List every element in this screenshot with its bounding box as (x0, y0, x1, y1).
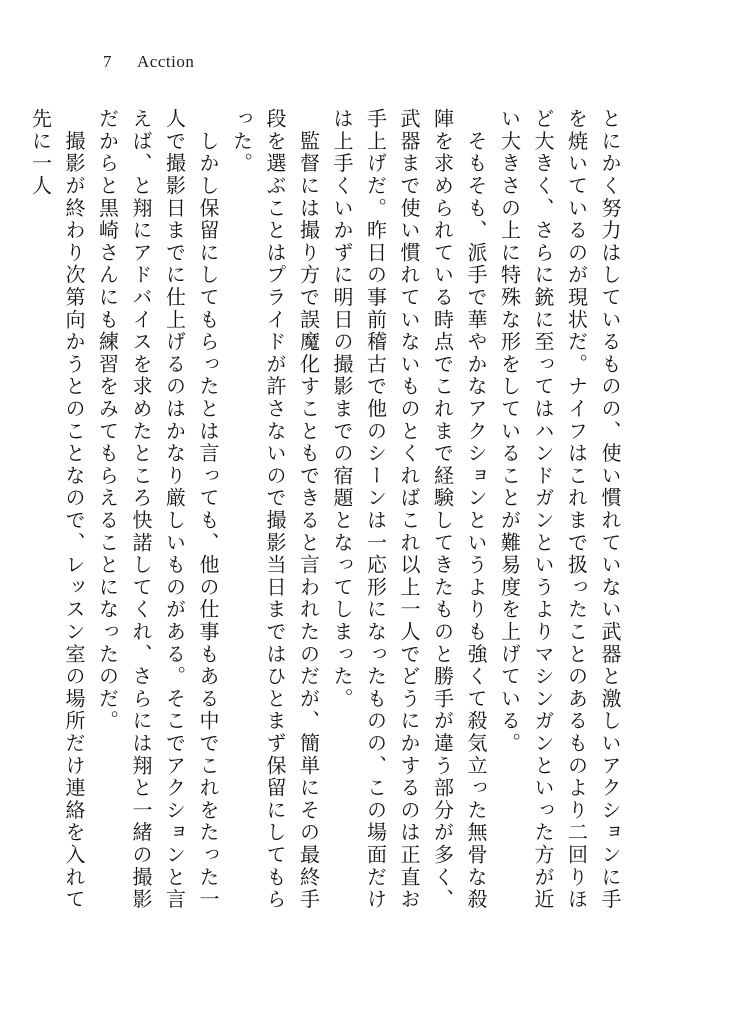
body-text (23, 108, 626, 928)
page-header (103, 52, 194, 72)
chapter-title: Acction (137, 52, 195, 71)
paragraph: そもそも、派手で華やかなアクションというよりも強くて殺気立った無骨な殺陣を求められている時点でこれまで経験してきたものと勝手が違う部分が多く、武器まで使い慣れていないものとくればこれ以上一人でどうにかするのは正直お手上げだ。昨日の事前稽古で他のシーンは一応形になったものの、この場面だけは上手くいかずに明日の撮影までの宿題となってしまった。 (330, 108, 488, 911)
paragraph: 監督には撮り方で誤魔化すこともできると言われたのだが、簡単にその最終手段を選ぶことはプライドが許さないので撮影当日まではひとまず保留にしてもらった。 (229, 108, 321, 911)
paragraph: 撮影が終わり次第向かうとのことなので、レッスン室の場所だけ連絡を入れて先に一人 (28, 108, 86, 911)
page-number: 7 (103, 52, 112, 71)
paragraph: しかし保留にしてもらったとは言っても、他の仕事もある中でこれをたった一人で撮影日までに仕上げるのはかなり厳しいものがある。そこでアクションと言えば、と翔にアドバイスを求めたところ快諾してくれ、さらには翔と一緒の撮影だからと黒崎さんにも練習をみてもらえることになったのだ。 (95, 108, 220, 911)
paragraph: とにかく努力はしているものの、使い慣れていない武器と激しいアクションに手を焼いているのが現状だ。ナイフはこれまで扱ったことのあるものより二回りほど大きく、さらに銃に至ってはハンドガンというよりマシンガンといった方が近い大きさの上に特殊な形をしていることが難易度を上げている。 (497, 108, 622, 911)
